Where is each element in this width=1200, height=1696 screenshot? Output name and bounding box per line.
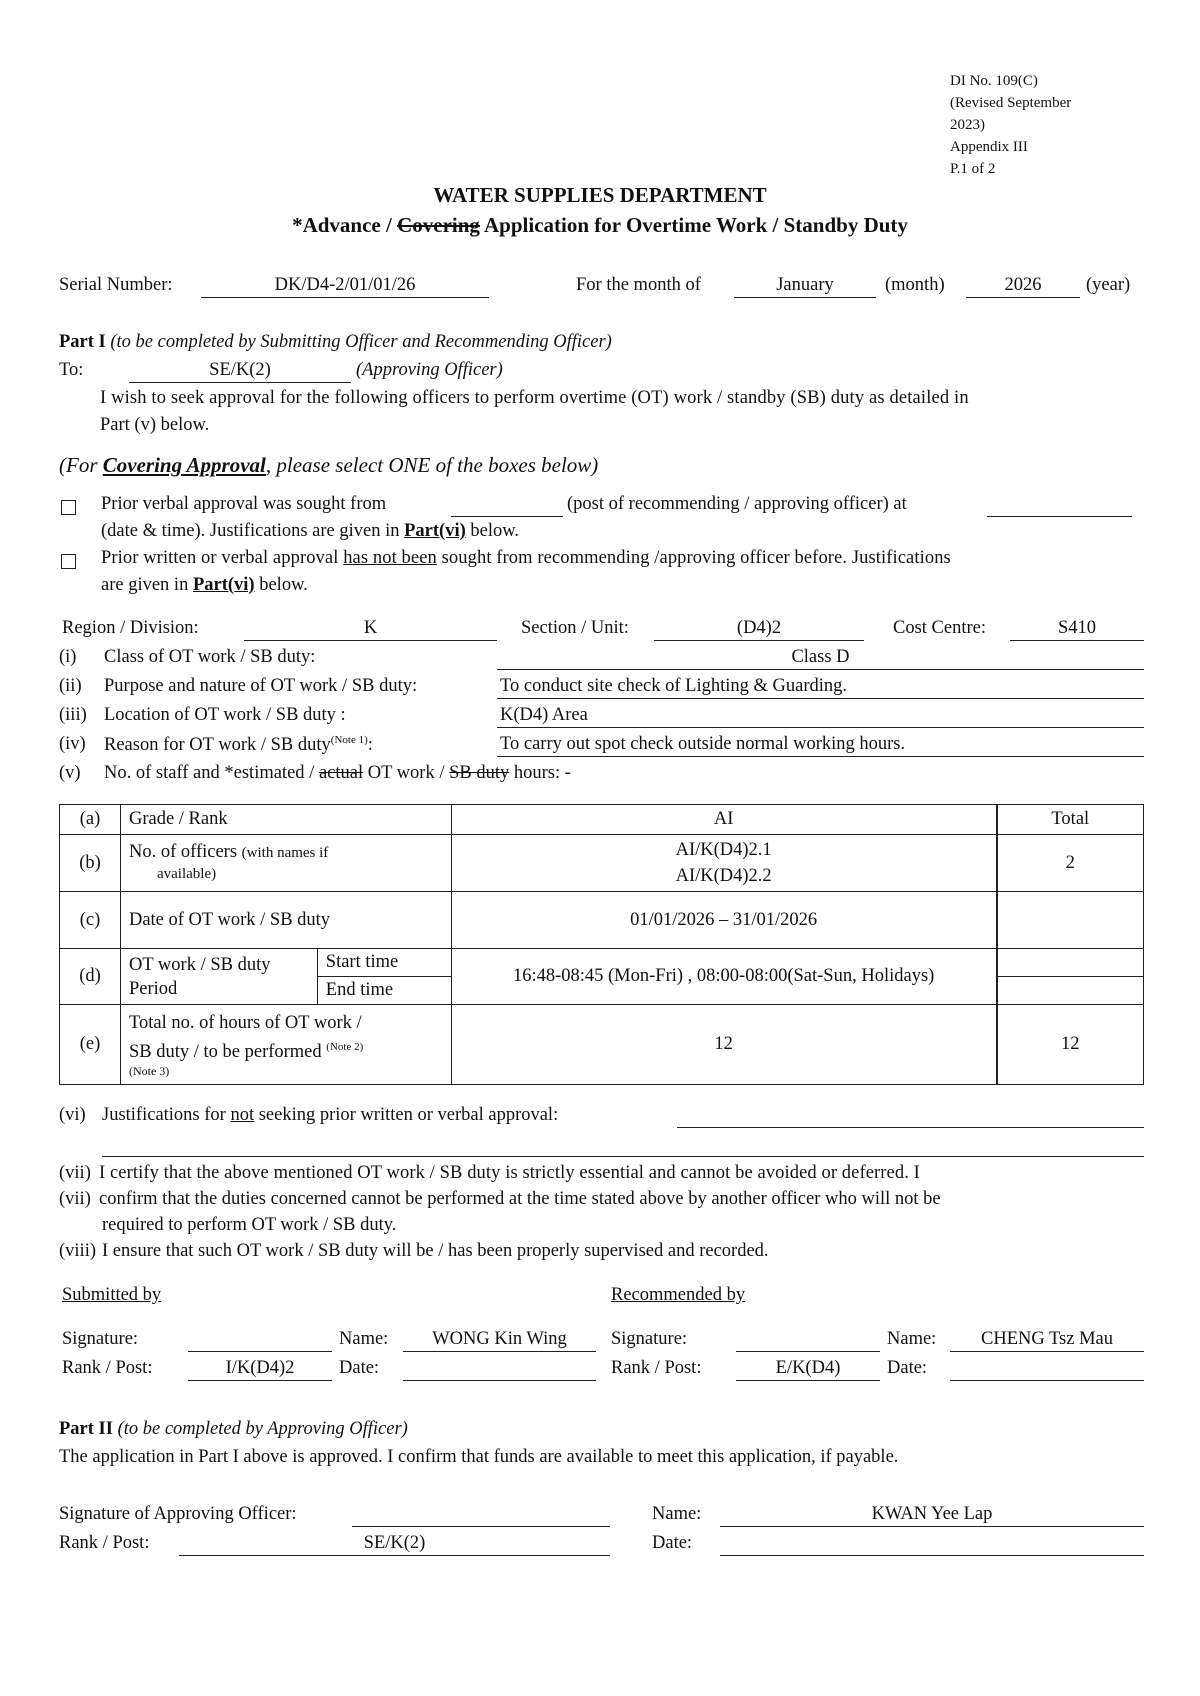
submitted-name-label: Name: xyxy=(339,1329,389,1349)
officers-total: 2 xyxy=(997,835,1144,892)
approver-date-label: Date: xyxy=(652,1533,693,1553)
ref-line: DI No. 109(C) xyxy=(950,73,1038,89)
justification-line-1[interactable] xyxy=(677,1126,1144,1128)
vii-line-2: confirm that the duties concerned cannot be performed at the time stated above by another officer who will not be xyxy=(99,1189,941,1209)
justification-line-2[interactable] xyxy=(102,1155,1144,1157)
approver-rank-line xyxy=(179,1554,610,1556)
approver-signature-line[interactable] xyxy=(352,1525,610,1527)
section-line xyxy=(654,639,864,641)
form-title xyxy=(0,213,1200,238)
item-ii-num: (ii) xyxy=(59,676,82,696)
total-header: Total xyxy=(997,805,1144,835)
region-line xyxy=(244,639,497,641)
hours-value: 12 xyxy=(451,1005,996,1085)
cb2-text: Prior written or verbal approval has not been sought from recommending /approving officer before. Justifications xyxy=(101,548,951,568)
cb1-datetime-line[interactable] xyxy=(987,515,1132,517)
period-value: 16:48-08:45 (Mon-Fri) , 08:00-08:00(Sat-Sun, Holidays) xyxy=(451,949,996,1005)
submitted-name-line xyxy=(403,1350,596,1352)
row-header: No. of officers (with names if available) xyxy=(120,835,451,892)
item-iii-num: (iii) xyxy=(59,705,87,725)
intro-line-2: Part (v) below. xyxy=(100,415,210,435)
end-time-label: End time xyxy=(317,977,451,1005)
region-value: K xyxy=(363,618,378,638)
item-i-line xyxy=(497,668,1144,670)
item-iv-line xyxy=(497,755,1144,757)
item-iii-line xyxy=(497,726,1144,728)
serial-label: Serial Number: xyxy=(59,275,173,295)
item-i-num: (i) xyxy=(59,647,77,667)
ref-line: Appendix III xyxy=(950,139,1028,155)
row-label: (b) xyxy=(60,835,121,892)
department-title: WATER SUPPLIES DEPARTMENT xyxy=(433,183,767,207)
cost-label: Cost Centre: xyxy=(893,618,987,638)
vi-text: Justifications for not seeking prior written or verbal approval: xyxy=(102,1105,559,1125)
item-iii-value: K(D4) Area xyxy=(500,705,588,725)
start-time-label: Start time xyxy=(317,949,451,977)
row-label: (d) xyxy=(60,949,121,1005)
approver-name-label: Name: xyxy=(652,1504,702,1524)
submitted-rank-label: Rank / Post: xyxy=(62,1358,153,1378)
to-label: To: xyxy=(59,360,84,380)
submitted-rank-line xyxy=(188,1379,332,1381)
submitted-sig-label: Signature: xyxy=(62,1329,139,1349)
vi-num: (vi) xyxy=(59,1105,86,1125)
serial-value: DK/D4-2/01/01/26 xyxy=(274,275,416,295)
section-value: (D4)2 xyxy=(736,618,782,638)
item-ii-value: To conduct site check of Lighting & Guarding. xyxy=(500,676,848,696)
intro-line-1: I wish to seek approval for the following officers to perform overtime (OT) work / standby (SB) duty as detailed in xyxy=(100,388,969,408)
vii-line-3: required to perform OT work / SB duty. xyxy=(102,1215,397,1235)
title-struck: Covering xyxy=(397,213,480,237)
period-total-start xyxy=(997,949,1144,977)
date-value: 01/01/2026 – 31/01/2026 xyxy=(451,892,996,949)
title-rest: Application for Overtime Work / Standby Duty xyxy=(479,213,908,237)
viii-text: I ensure that such OT work / SB duty will be / has been properly supervised and recorded. xyxy=(102,1241,769,1261)
cb2-text-d: are given in Part(vi) below. xyxy=(101,575,308,595)
approver-rank-label: Rank / Post: xyxy=(59,1533,150,1553)
cost-value: S410 xyxy=(1057,618,1097,638)
year-value: 2026 xyxy=(1004,275,1042,295)
month-label: For the month of xyxy=(576,275,701,295)
row-label: (c) xyxy=(60,892,121,949)
table-row xyxy=(60,892,1144,949)
item-ii-label: Purpose and nature of OT work / SB duty: xyxy=(104,676,418,696)
month-suffix: (month) xyxy=(885,275,945,295)
year-suffix: (year) xyxy=(1086,275,1131,295)
row-header: Grade / Rank xyxy=(120,805,451,835)
region-label: Region / Division: xyxy=(62,618,199,638)
approver-name: KWAN Yee Lap xyxy=(871,1504,993,1524)
vii-line-1: I certify that the above mentioned OT work / SB duty is strictly essential and cannot be avoided or deferred. I xyxy=(99,1163,920,1183)
recommended-name: CHENG Tsz Mau xyxy=(981,1329,1113,1349)
approver-date-line[interactable] xyxy=(720,1554,1144,1556)
ref-line: (Revised September xyxy=(950,95,1072,111)
month-line xyxy=(734,296,876,298)
recommended-rank-label: Rank / Post: xyxy=(611,1358,702,1378)
item-iii-label: Location of OT work / SB duty : xyxy=(104,705,346,725)
period-total-end xyxy=(997,977,1144,1005)
checkbox-verbal-approval[interactable] xyxy=(61,500,76,515)
item-ii-line xyxy=(497,697,1144,699)
vii-num: (vii) xyxy=(59,1163,91,1183)
cost-line xyxy=(1010,639,1144,641)
item-v: (v) No. of staff and *estimated / actual OT work / SB duty hours: - xyxy=(59,763,571,783)
recommended-heading: Recommended by xyxy=(611,1285,746,1305)
row-header: Total no. of hours of OT work / SB duty / to be performed $^{(Note 2)}$ (Note 3) xyxy=(120,1005,451,1085)
table-row xyxy=(60,805,1144,835)
approver-rank: SE/K(2) xyxy=(363,1533,426,1553)
year-line xyxy=(966,296,1080,298)
date-total xyxy=(997,892,1144,949)
recommended-signature-line[interactable] xyxy=(736,1350,880,1352)
to-note: (Approving Officer) xyxy=(356,360,503,380)
item-i-value: Class D xyxy=(791,647,850,667)
item-iv-label: Reason for OT work / SB duty$^{(Note 1)}$: xyxy=(104,734,373,756)
row-label: (e) xyxy=(60,1005,121,1085)
cb1-text-b: (post of recommending / approving officer) at xyxy=(567,494,907,514)
to-line xyxy=(129,381,351,383)
section-label: Section / Unit: xyxy=(521,618,629,638)
part2-text: The application in Part I above is approved. I confirm that funds are available to meet this application, if payable. xyxy=(59,1447,899,1467)
month-value: January xyxy=(776,275,834,295)
item-i-label: Class of OT work / SB duty: xyxy=(104,647,316,667)
table-row xyxy=(60,949,1144,977)
recommended-rank-line xyxy=(736,1379,880,1381)
recommended-date-label: Date: xyxy=(887,1358,928,1378)
submitted-rank: I/K(D4)2 xyxy=(225,1358,295,1378)
title-prefix: *Advance / xyxy=(292,213,398,237)
grade-value: AI xyxy=(451,805,996,835)
submitted-date-label: Date: xyxy=(339,1358,380,1378)
cb1-text-c: (date & time). Justifications are given in Part(vi) below. xyxy=(101,521,520,541)
viii-num: (viii) xyxy=(59,1241,96,1261)
vii-num-2: (vii) xyxy=(59,1189,91,1209)
item-iv-value: To carry out spot check outside normal working hours. xyxy=(500,734,906,754)
part1-heading: Part I (to be completed by Submitting Officer and Recommending Officer) xyxy=(59,332,612,352)
recommended-name-label: Name: xyxy=(887,1329,937,1349)
approver-name-line xyxy=(720,1525,1144,1527)
to-value: SE/K(2) xyxy=(209,360,271,380)
row-header: OT work / SB duty Period xyxy=(120,949,317,1005)
recommended-rank: E/K(D4) xyxy=(775,1358,841,1378)
recommended-date-line[interactable] xyxy=(950,1379,1144,1381)
part2-heading: Part II (to be completed by Approving Officer) xyxy=(59,1419,408,1439)
ref-line: P.1 of 2 xyxy=(950,161,996,177)
table-row xyxy=(60,1005,1144,1085)
approver-sig-label: Signature of Approving Officer: xyxy=(59,1504,297,1524)
submitted-date-line[interactable] xyxy=(403,1379,596,1381)
recommended-sig-label: Signature: xyxy=(611,1329,688,1349)
document-reference xyxy=(950,70,1071,180)
checkbox-no-prior-approval[interactable] xyxy=(61,554,76,569)
cb1-post-line[interactable] xyxy=(451,515,563,517)
submitted-signature-line[interactable] xyxy=(188,1350,332,1352)
ot-details-table xyxy=(59,804,1144,1085)
cb1-text-a: Prior verbal approval was sought from xyxy=(101,494,387,514)
officers-value: AI/K(D4)2.1 AI/K(D4)2.2 xyxy=(451,835,996,892)
covering-instruction: (For Covering Approval, please select ONE of the boxes below) xyxy=(59,453,599,477)
submitted-heading: Submitted by xyxy=(62,1285,162,1305)
submitted-name: WONG Kin Wing xyxy=(432,1329,567,1349)
row-label: (a) xyxy=(60,805,121,835)
item-iv-num: (iv) xyxy=(59,734,86,754)
recommended-name-line xyxy=(950,1350,1144,1352)
serial-line xyxy=(201,296,489,298)
table-row xyxy=(60,835,1144,892)
row-header: Date of OT work / SB duty xyxy=(120,892,451,949)
hours-total: 12 xyxy=(997,1005,1144,1085)
ref-line: 2023) xyxy=(950,117,985,133)
